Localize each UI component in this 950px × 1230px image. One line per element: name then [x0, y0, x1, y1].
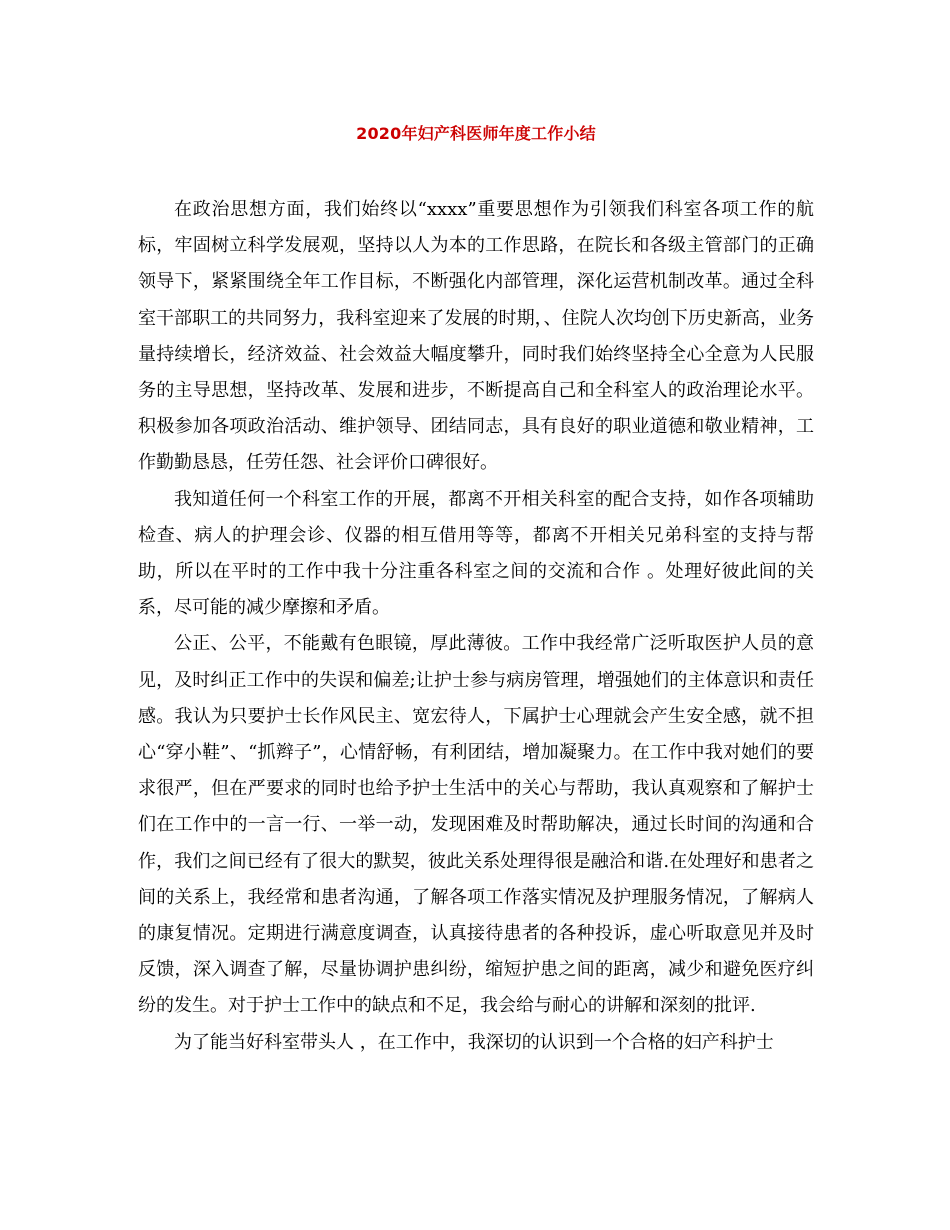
paragraph-fairness-management: 公正、公平，不能戴有色眼镜，厚此薄彼。工作中我经常广泛听取医护人员的意见，及时纠正工作中的失误和偏差;让护士参与病房管理，增强她们的主体意识和责任感。我认为只要护士长作风民主、宽宏待人，下属护士心理就会产生安全感，就不担心“穿小鞋”、“抓辫子”，心情舒畅，有利团结，增加凝聚力。在工作中我对她们的要求很严，但在严要求的同时也给予护士生活中的关心与帮助，我认真观察和了解护士们在工作中的一言一行、一举一动，发现困难及时帮助解决，通过长时间的沟通和合作，我们之间已经有了很大的默契，彼此关系处理得很是融洽和谐.在处理好和患者之间的关系上，我经常和患者沟通，了解各项工作落实情况及护理服务情况，了解病人的康复情况。定期进行满意度调查，认真接待患者的各种投诉，虚心听取意见并及时反馈，深入调查了解，尽量协调护患纠纷，缩短护患之间的距离，减少和避免医疗纠纷的发生。对于护士工作中的缺点和不足，我会给与耐心的讲解和深刻的批评. — [138, 633, 814, 1017]
document-body — [138, 192, 814, 1061]
paragraph-department-cooperation: 我知道任何一个科室工作的开展，都离不开相关科室的配合支持，如作各项辅助检查、病人的护理会诊、仪器的相互借用等等，都离不开相关兄弟科室的支持与帮助，所以在平时的工作中我十分注重各科室之间的交流和合作 。处理好彼此间的关系，尽可能的减少摩擦和矛盾。 — [138, 488, 814, 619]
document-title: 2020年妇产科医师年度工作小结 — [356, 124, 596, 143]
paragraph-political-thought: 在政治思想方面，我们始终以“xxxx”重要思想作为引领我们科室各项工作的航标，牢固树立科学发展观，坚持以人为本的工作思路，在院长和各级主管部门的正确领导下，紧紧围绕全年工作目标，不断强化内部管理，深化运营机制改革。通过全科室干部职工的共同努力，我科室迎来了发展的时期，、住院人次均创下历史新高，业务量持续增长，经济效益、社会效益大幅度攀升，同时我们始终坚持全心全意为人民服务的主导思想，坚持改革、发展和进步，不断提高自己和全科室人的政治理论水平。积极参加各项政治活动、维护领导、团结同志，具有良好的职业道德和敬业精神，工作勤勤恳恳，任劳任怨、社会评价口碑很好。 — [138, 199, 814, 474]
paragraph-department-leader: 为了能当好科室带头人 ，在工作中，我深切的认识到一个合格的妇产科护士 — [174, 1031, 774, 1053]
